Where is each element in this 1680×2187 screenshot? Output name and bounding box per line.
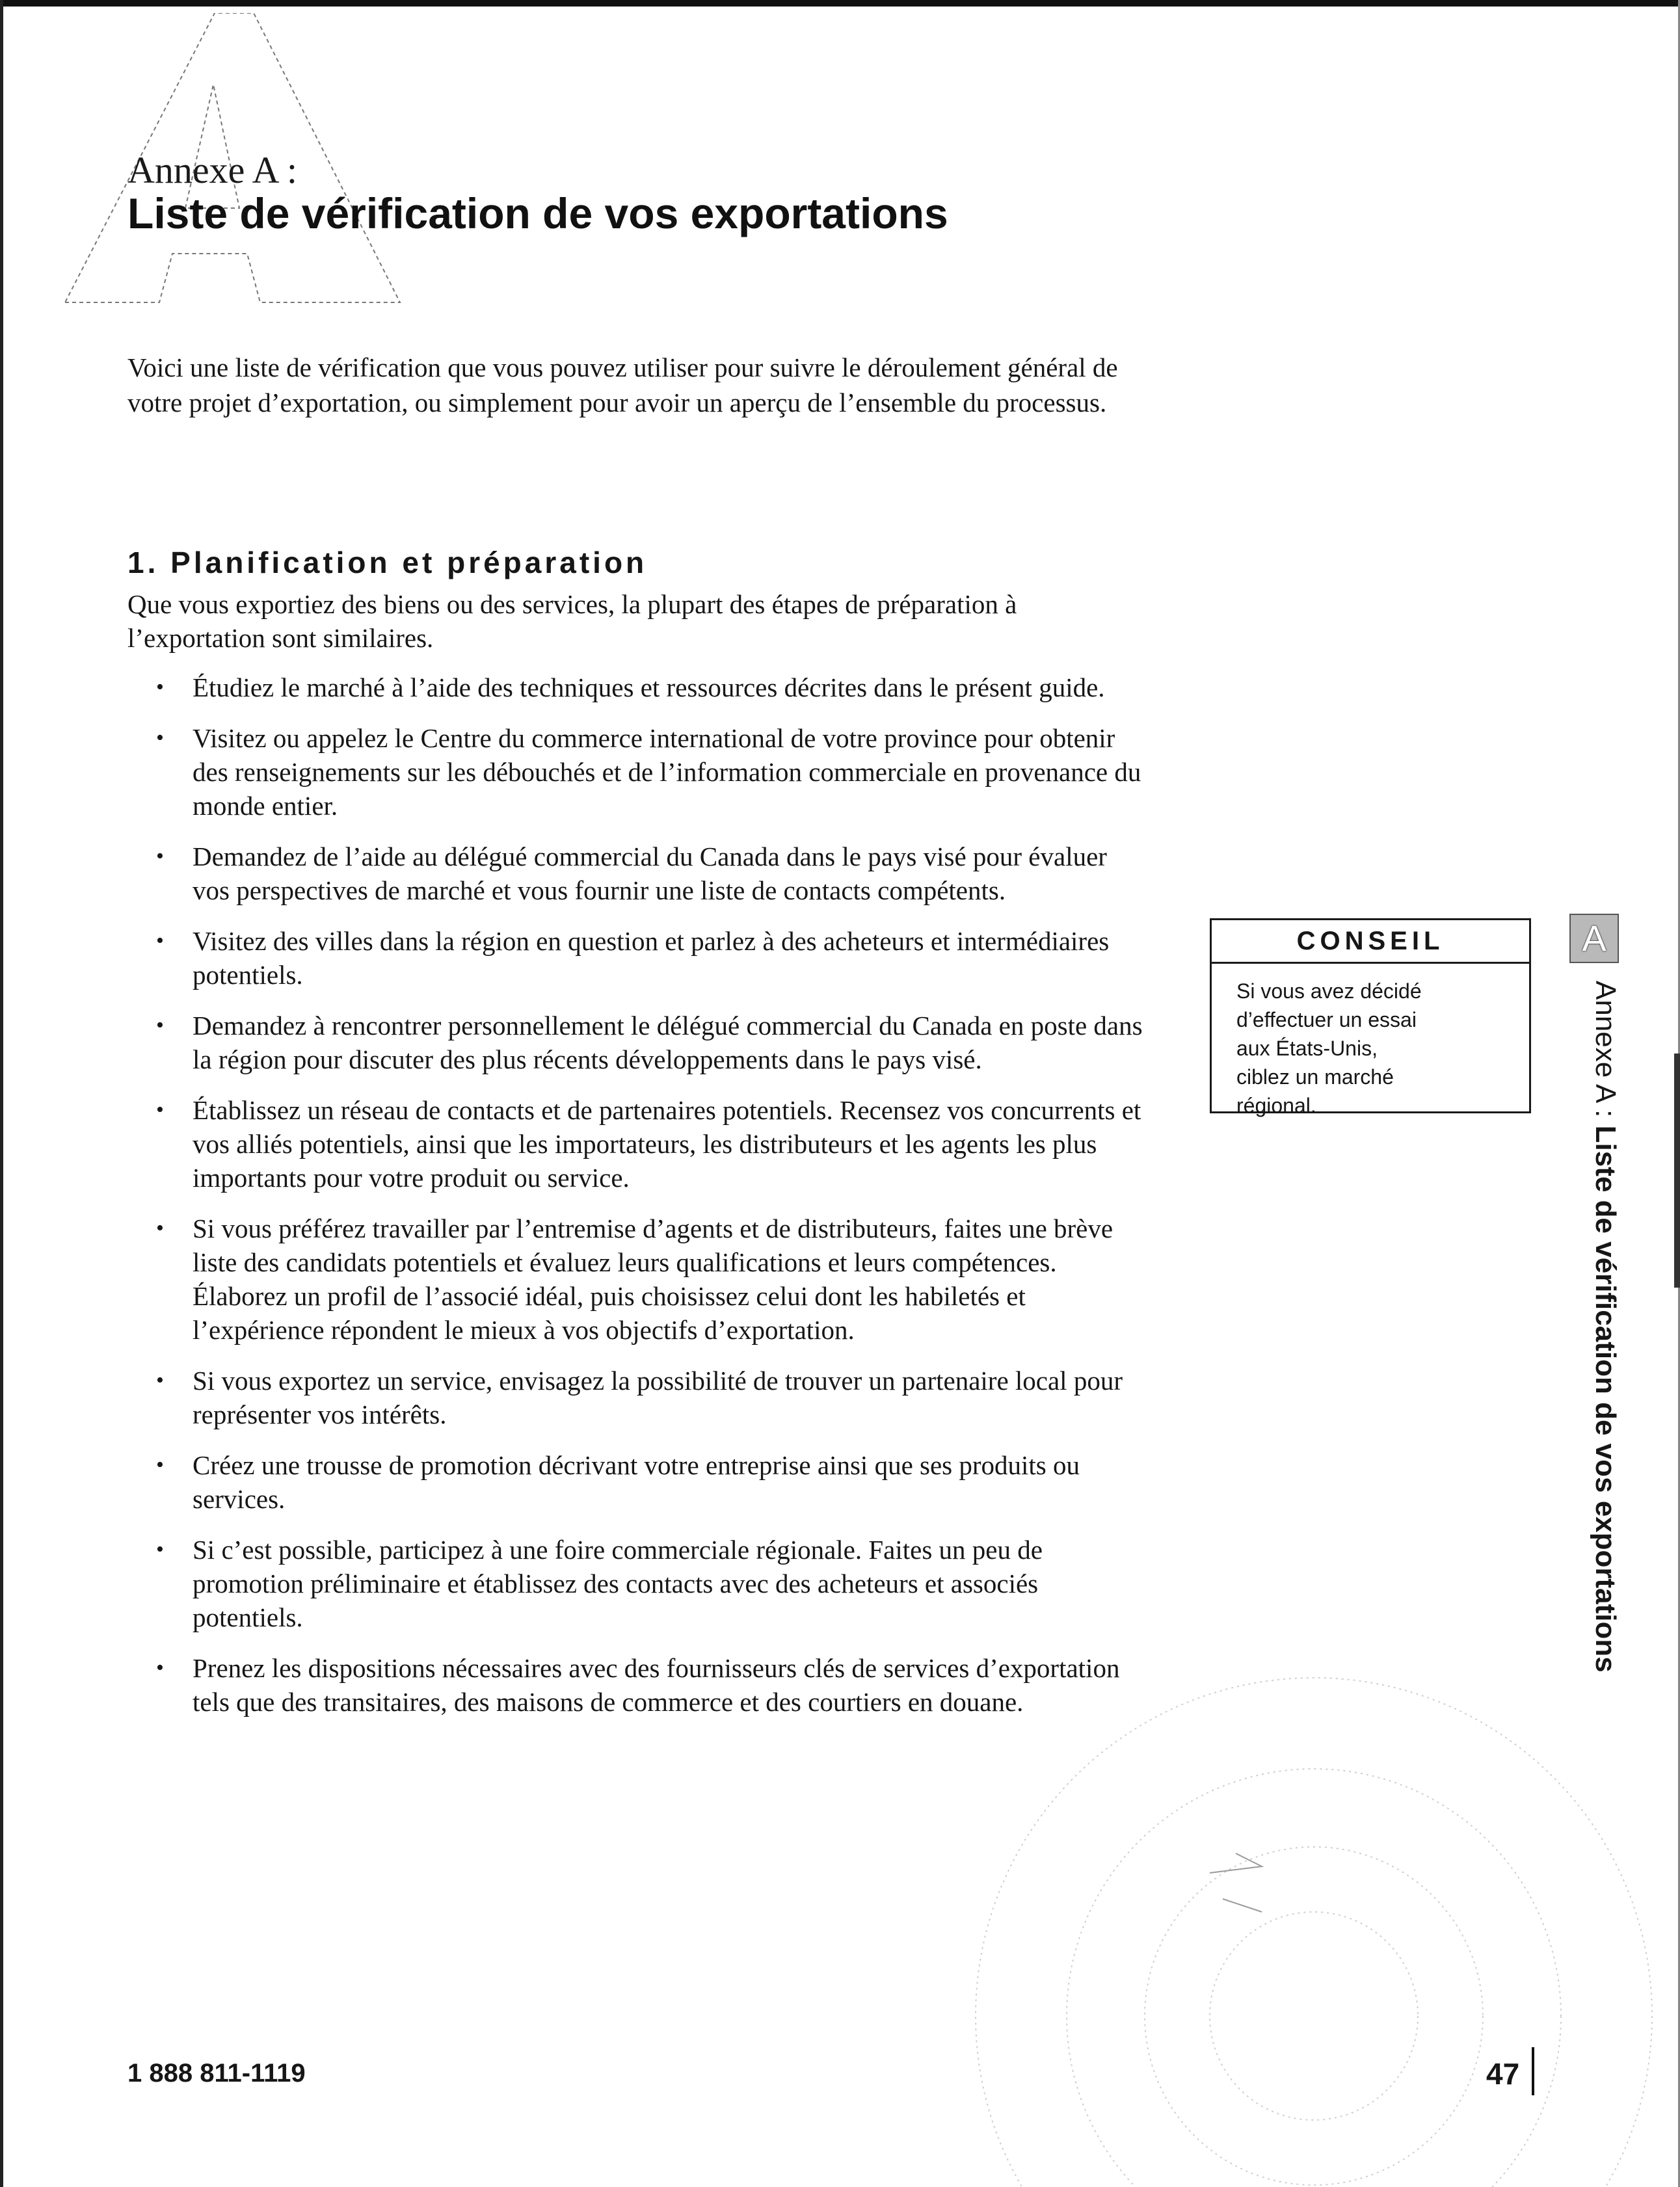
tip-box-title: CONSEIL xyxy=(1212,920,1529,964)
appendix-tab-letter: A xyxy=(1569,914,1619,963)
bullet-icon: • xyxy=(156,675,164,699)
phone-number: 1 888 811-1119 xyxy=(127,2059,306,2088)
checklist-item xyxy=(156,1009,1145,1076)
bullet-icon: • xyxy=(156,1098,164,1122)
side-title-prefix: Annexe A : xyxy=(1590,981,1621,1126)
bullet-icon: • xyxy=(156,1537,164,1561)
bullet-icon: • xyxy=(156,726,164,750)
page-top-edge xyxy=(0,0,1680,7)
bullet-icon: • xyxy=(156,1216,164,1240)
annex-label: Annexe A : xyxy=(127,149,297,191)
checklist-item xyxy=(156,1093,1145,1195)
checklist-item-text: Visitez des villes dans la région en question et parlez à des acheteurs et intermédiaires potentiels. xyxy=(193,926,1110,990)
page-number: 47 xyxy=(1486,2057,1520,2091)
section-intro: Que vous exportiez des biens ou des services, la plupart des étapes de préparation à l’exportation sont similaires. xyxy=(127,589,1017,653)
checklist-item-text: Visitez ou appelez le Centre du commerce international de votre province pour obtenir des renseignements sur les débouchés et de l’information commerciale en provenance du monde entier. xyxy=(193,723,1141,821)
side-title-main: Liste de vérification de vos exportations xyxy=(1590,1125,1621,1673)
tip-box-body: Si vous avez décidé d’effectuer un essai aux États-Unis, ciblez un marché régional. xyxy=(1236,979,1422,1117)
bullet-icon: • xyxy=(156,1368,164,1392)
edge-thumb-mark xyxy=(1674,1054,1680,1288)
checklist-item-text: Si vous préférez travailler par l’entremise d’agents et de distributeurs, faites une brève liste des candidats potentiels et évaluez leurs qualifications et leurs compétences. Élaborez un profil de l’associé idéal, puis choisissez celui dont les habiletés et l’expérience répondent le mieux à vos objectifs d’exportation. xyxy=(193,1213,1113,1345)
page-left-edge xyxy=(0,0,3,2187)
checklist-item-text: Prenez les dispositions nécessaires avec des fournisseurs clés de services d’exportation tels que des transitaires, des maisons de commerce et des courtiers en douane. xyxy=(193,1653,1120,1717)
section-heading: 1. Planification et préparation xyxy=(127,546,648,579)
bullet-icon: • xyxy=(156,844,164,868)
bullet-icon: • xyxy=(156,1656,164,1680)
checklist-item-text: Demandez de l’aide au délégué commercial du Canada dans le pays visé pour évaluer vos perspectives de marché et vous fournir une liste de contacts compétents. xyxy=(193,842,1107,905)
checklist-item-text: Établissez un réseau de contacts et de partenaires potentiels. Recensez vos concurrents et vos alliés potentiels, ainsi que les importateurs, les distributeurs et les agents les plus importants pour votre produit ou service. xyxy=(193,1095,1141,1193)
page-number-rule xyxy=(1532,2047,1534,2095)
bullet-icon: • xyxy=(156,1453,164,1477)
checklist-item xyxy=(156,1364,1145,1431)
intro-paragraph: Voici une liste de vérification que vous pouvez utiliser pour suivre le déroulement général de votre projet d’exportation, ou simplement pour avoir un aperçu de l’ensemble du processus. xyxy=(127,352,1118,418)
checklist-item-text: Créez une trousse de promotion décrivant votre entreprise ainsi que ses produits ou services. xyxy=(193,1450,1080,1514)
checklist-item xyxy=(156,840,1145,907)
checklist-item-text: Étudiez le marché à l’aide des techniques et ressources décrites dans le présent guide. xyxy=(193,672,1105,702)
checklist-item-text: Demandez à rencontrer personnellement le délégué commercial du Canada en poste dans la région pour discuter des plus récents développements dans le pays visé. xyxy=(193,1011,1143,1074)
bullet-icon: • xyxy=(156,929,164,953)
checklist-item-text: Si c’est possible, participez à une foire commerciale régionale. Faites un peu de promotion préliminaire et établissez des contacts avec des acheteurs et associés potentiels. xyxy=(193,1535,1043,1632)
checklist-item-text: Si vous exportez un service, envisagez la possibilité de trouver un partenaire local pour représenter vos intérêts. xyxy=(193,1366,1123,1429)
bullet-icon: • xyxy=(156,1013,164,1037)
checklist-item xyxy=(156,924,1145,992)
page-title: Liste de vérification de vos exportations xyxy=(127,189,948,237)
decorative-circles xyxy=(846,1483,1680,2187)
checklist-item xyxy=(156,670,1145,704)
tip-box xyxy=(1210,918,1531,1117)
checklist-item xyxy=(156,721,1145,823)
checklist-item xyxy=(156,1212,1145,1347)
